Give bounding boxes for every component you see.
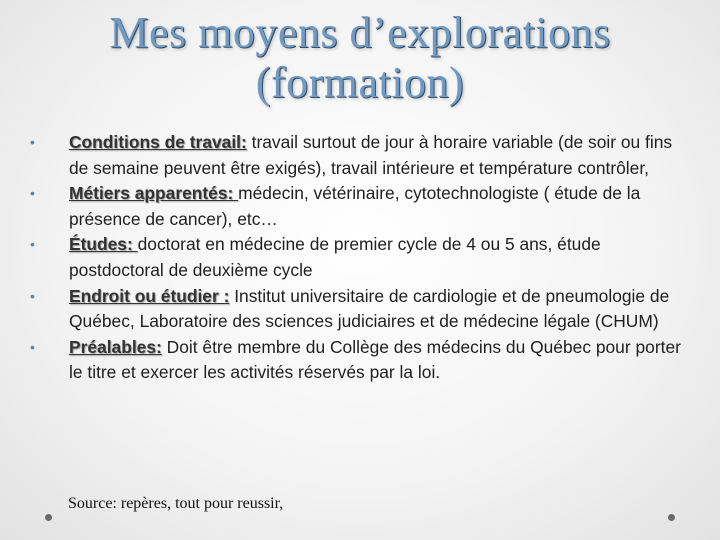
corner-dot-right xyxy=(668,514,675,521)
bullet-icon: • xyxy=(30,185,35,202)
bullet-term: Conditions de travail: xyxy=(69,132,247,152)
bullet-icon: • xyxy=(30,338,35,355)
bullet-list xyxy=(30,130,690,386)
bullet-term: Endroit ou étudier : xyxy=(69,285,230,306)
bullet-text: Institut universitaire de cardiologie et de pneumologie de Québec, Laboratoire des sciences judiciaires et de médecine légale (CHUM) xyxy=(69,285,670,332)
bullet-item-endroit xyxy=(30,284,690,335)
bullet-term: Études: xyxy=(69,234,138,255)
title-line-2: (formation) xyxy=(255,58,465,107)
bullet-item-metiers xyxy=(30,181,690,232)
bullet-term: Préalables: xyxy=(69,336,162,357)
bullet-item-prealables xyxy=(30,335,690,386)
page-title xyxy=(0,8,720,108)
bullet-text: Doit être membre du Collège des médecins du Québec pour porter le titre et exercer les activités réservés par la loi. xyxy=(69,336,681,383)
bullet-item-etudes xyxy=(30,232,690,283)
bullet-text: médecin, vétérinaire, cytotechnologiste ( étude de la présence de cancer), etc… xyxy=(69,183,641,229)
source-note: Source: repères, tout pour reussir, xyxy=(68,495,284,512)
bullet-icon: • xyxy=(30,287,35,304)
bullet-text: doctorat en médecine de premier cycle de 4 ou 5 ans, étude postdoctoral de deuxième cycle xyxy=(69,234,601,280)
bullet-text: travail surtout de jour à horaire variable (de soir ou fins de semaine peuvent être exigés), travail intérieure et température contrôler, xyxy=(69,132,673,178)
corner-dot-left xyxy=(45,514,52,521)
bullet-icon: • xyxy=(30,236,35,253)
bullet-icon: • xyxy=(30,134,35,150)
title-line-1: Mes moyens d’explorations xyxy=(109,8,611,57)
bullet-term: Métiers apparentés: xyxy=(69,183,239,204)
bullet-item-conditions xyxy=(30,130,690,181)
